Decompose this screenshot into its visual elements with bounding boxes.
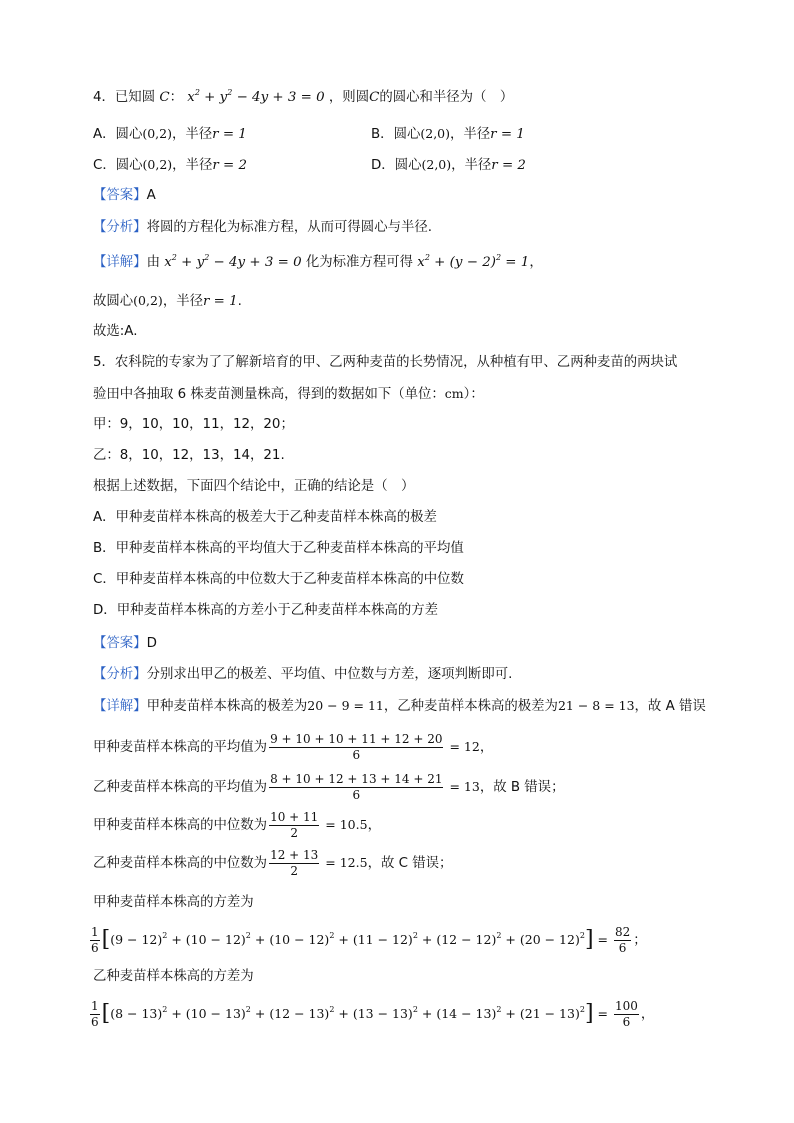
q4-option-c: [93, 155, 247, 176]
sq: 2: [245, 1005, 251, 1014]
q5-stem-text-b: 验田中各抽取 6 株麦苗测量株高，得到的数据如下（单位：: [93, 387, 445, 402]
eq-y: y: [219, 90, 228, 105]
median-result: = 12.5: [321, 855, 368, 870]
sq: 2: [496, 931, 502, 940]
eq-rest: = 1: [501, 255, 530, 270]
q5-option-d: [93, 601, 438, 621]
q4-option-b: [371, 124, 525, 145]
range-eq-yi: 21 − 8 = 13: [557, 698, 635, 713]
sq: 2: [496, 1005, 502, 1014]
mean-text: 乙种麦苗样本株高的平均值为: [93, 780, 268, 795]
opt-label: A．圆心: [93, 127, 143, 142]
frac-den: 6: [622, 1014, 631, 1029]
median-end: ，: [367, 818, 381, 833]
opt-radius: r = 1: [212, 127, 247, 142]
sq: 2: [495, 253, 502, 262]
q5-option-c: [93, 570, 464, 590]
close-bracket: ]: [584, 1001, 594, 1026]
sq: 2: [329, 931, 335, 940]
variance-term: (12 − 13): [269, 1006, 330, 1021]
mean-end: ，故 B 错误；: [479, 780, 565, 795]
data-yi-text: 乙：8，10，12，13，14，21.: [93, 448, 285, 463]
opt-mid: ，半径: [172, 158, 213, 173]
frac-num: 1: [91, 998, 99, 1013]
detail-text-b: 化为标准方程可得: [305, 255, 413, 270]
q5-detail-range: [93, 696, 706, 717]
variance-end: ，: [640, 1007, 655, 1022]
detail-tag: 【详解】: [93, 255, 147, 270]
one-sixth-fraction: [90, 925, 100, 956]
opt-center: (0,2): [142, 126, 172, 141]
answer-value: D: [146, 636, 157, 651]
mean-yi-fraction: [269, 772, 443, 803]
opt-mid: ，半径: [171, 127, 213, 142]
opt-center: (0,2): [142, 157, 173, 172]
opt-radius: r = 2: [491, 158, 526, 173]
q5-analysis: [93, 665, 512, 685]
frac-num: 12 + 13: [270, 847, 319, 862]
q4-choose: [93, 322, 137, 342]
eq-x: x: [164, 255, 172, 270]
q5-variance-yi-formula: [88, 996, 654, 1032]
q5-variance-jia-formula: [88, 922, 647, 958]
median-end: ，故 C 错误；: [367, 856, 453, 871]
variance-term: (12 − 12): [436, 932, 497, 947]
opt-label: D．圆心: [371, 158, 422, 173]
detail-end: ，: [529, 255, 543, 270]
variance-term: (21 − 13): [519, 1006, 580, 1021]
eq-x: x: [417, 255, 425, 270]
conclusion-radius: r = 1: [202, 294, 238, 309]
answer-tag: 【答案】: [93, 636, 147, 651]
sq: 2: [194, 88, 200, 97]
frac-den: 2: [290, 863, 299, 878]
opt-radius: r = 2: [212, 158, 247, 173]
opt-radius: r = 1: [490, 127, 525, 142]
analysis-text: 分别求出甲乙的极差、平均值、中位数与方差，逐项判断即可.: [146, 667, 513, 682]
q4-stem: [93, 88, 513, 108]
mean-result: = 13: [445, 779, 480, 794]
conclusion-center: (0,2): [133, 293, 163, 308]
opt-label: B．圆心: [371, 127, 421, 142]
conclusion-end: .: [237, 294, 242, 309]
q4-option-d: [371, 155, 526, 176]
mean-jia-fraction: [269, 732, 443, 763]
q5-variance-yi-label: [93, 967, 254, 987]
variance-yi-result: [614, 999, 639, 1030]
sq: 2: [579, 931, 585, 940]
eq-x: x: [187, 90, 195, 105]
variance-jia-result: [614, 925, 631, 956]
q4-stem-text: 4．已知圆: [93, 90, 156, 105]
option-text: D．甲种麦苗样本株高的方差小于乙种麦苗样本株高的方差: [93, 603, 439, 618]
frac-den: 6: [352, 787, 361, 802]
option-text: C．甲种麦苗样本株高的中位数大于乙种麦苗样本株高的中位数: [93, 572, 464, 587]
option-text: B．甲种麦苗样本株高的平均值大于乙种麦苗样本株高的平均值: [93, 541, 464, 556]
variance-text: 甲种麦苗样本株高的方差为: [93, 895, 254, 910]
q5-unit: cm: [444, 386, 464, 401]
median-jia-fraction: [269, 810, 319, 841]
q5-mean-jia: [93, 730, 493, 764]
variance-term: (13 − 13): [352, 1006, 413, 1021]
q5-stem-line1: [93, 353, 677, 373]
q4-colon: ：: [169, 90, 183, 105]
frac-den: 6: [91, 940, 99, 955]
q5-stem-line2: [93, 384, 484, 405]
variance-terms: $(8 - 13)^2 + (10 - 13)^2 + (12 - 13)^2 + (13 - 13)^2 + (14 - 13)^2 + (21 - 13)^2$: [110, 1005, 585, 1021]
sq: 2: [162, 931, 168, 940]
frac-den: 6: [618, 940, 627, 955]
sq: 2: [227, 88, 233, 97]
q5-mean-yi: [93, 770, 564, 804]
sq: 2: [171, 253, 177, 262]
conclusion-text: 故圆心: [93, 294, 134, 309]
q4-stem-text-c: 的圆心和半径为（ ）: [379, 90, 514, 105]
variance-term: (14 − 13): [436, 1006, 497, 1021]
mean-result: = 12: [445, 739, 480, 754]
variance-term: (11 − 12): [352, 932, 413, 947]
frac-num: 82: [614, 924, 631, 939]
eq-rest: − 4y + 3 = 0: [209, 255, 302, 270]
answer-tag: 【答案】: [93, 188, 147, 203]
q5-data-jia: [93, 415, 294, 435]
variance-term: (8 − 13): [110, 1006, 163, 1021]
q5-median-yi: [93, 846, 452, 880]
variance-term: (9 − 12): [110, 932, 163, 947]
q4-circle-name: C: [159, 90, 170, 105]
median-text: 甲种麦苗样本株高的中位数为: [93, 818, 268, 833]
q5-answer: [93, 634, 157, 654]
q5-variance-jia-label: [93, 893, 254, 913]
sq: 2: [204, 253, 210, 262]
q5-option-a: [93, 508, 437, 528]
q5-option-b: [93, 539, 464, 559]
frac-den: 6: [352, 747, 361, 762]
range-text: 甲种麦苗样本株高的极差为: [146, 699, 308, 714]
q4-stem-text-b: ，则圆: [328, 90, 370, 105]
equals: =: [593, 932, 612, 947]
variance-terms: $(9 - 12)^2 + (10 - 12)^2 + (10 - 12)^2 + (11 - 12)^2 + (12 - 12)^2 + (20 - 12)^2$: [110, 931, 585, 947]
frac-den: 6: [91, 1014, 99, 1029]
frac-num: 8 + 10 + 12 + 13 + 14 + 21: [270, 771, 443, 786]
sq: 2: [162, 1005, 168, 1014]
median-text: 乙种麦苗样本株高的中位数为: [93, 856, 268, 871]
sq: 2: [412, 1005, 418, 1014]
sq: 2: [412, 931, 418, 940]
frac-num: 100: [614, 998, 638, 1013]
q4-detail: [93, 253, 543, 273]
variance-end: ；: [633, 933, 647, 948]
q4-answer: [93, 186, 156, 206]
q4-circle-name-2: C: [369, 90, 380, 105]
opt-center: (2,0): [421, 157, 452, 172]
one-sixth-fraction: [90, 999, 100, 1030]
q5-data-yi: [93, 446, 285, 466]
range-eq-jia: 20 − 9 = 11: [307, 698, 384, 713]
opt-label: C．圆心: [93, 158, 143, 173]
q5-stem-text: 5．农科院的专家为了了解新培育的甲、乙两种麦苗的长势情况，从种植有甲、乙两种麦苗的两块试: [93, 355, 678, 370]
sq: 2: [245, 931, 251, 940]
detail-tag: 【详解】: [93, 699, 147, 714]
variance-term: (10 − 12): [269, 932, 330, 947]
option-text: A．甲种麦苗样本株高的极差大于乙种麦苗样本株高的极差: [93, 510, 437, 525]
analysis-text: 将圆的方程化为标准方程，从而可得圆心与半径.: [146, 220, 433, 235]
eq-rest: − 4y + 3 = 0: [232, 90, 325, 105]
variance-text: 乙种麦苗样本株高的方差为: [93, 969, 254, 984]
frac-num: 9 + 10 + 10 + 11 + 12 + 20: [270, 731, 443, 746]
q5-median-jia: [93, 808, 381, 842]
open-bracket: [: [101, 927, 111, 952]
mean-text: 甲种麦苗样本株高的平均值为: [93, 740, 268, 755]
q4-option-a: [93, 124, 247, 145]
sq: 2: [329, 1005, 335, 1014]
opt-mid: ，半径: [450, 127, 491, 142]
choose-text: 故选:A.: [93, 324, 138, 339]
answer-value: A: [146, 188, 156, 203]
variance-term: (20 − 12): [519, 932, 580, 947]
q4-equation: $x^2 + y^2 - 4y + 3 = 0$: [187, 88, 325, 105]
q5-stem-text-c: ）：: [463, 387, 484, 402]
opt-mid: ，半径: [451, 158, 492, 173]
eq-y: y: [454, 255, 463, 270]
eq-y: y: [196, 255, 205, 270]
variance-term: (10 − 13): [185, 1006, 246, 1021]
median-yi-fraction: [269, 848, 319, 879]
range-text-b: ，乙种麦苗样本株高的极差为: [383, 699, 558, 714]
sq: 2: [424, 253, 430, 262]
equals: =: [593, 1006, 612, 1021]
mean-end: ，: [479, 740, 494, 755]
frac-num: 1: [91, 924, 99, 939]
opt-center: (2,0): [420, 126, 450, 141]
question-text: 根据上述数据，下面四个结论中，正确的结论是（ ）: [93, 479, 415, 494]
detail-eq2: $x^2 + (y - 2)^2 = 1$: [417, 253, 530, 270]
q4-analysis: [93, 218, 432, 238]
q4-conclusion: [93, 291, 242, 312]
frac-den: 2: [290, 825, 299, 840]
range-end: ，故 A 错误: [634, 699, 706, 714]
data-jia-text: 甲：9，10，10，11，12，20；: [93, 417, 294, 432]
analysis-tag: 【分析】: [93, 667, 147, 682]
variance-term: (10 − 12): [185, 932, 246, 947]
q5-question: [93, 477, 414, 497]
open-bracket: [: [101, 1001, 111, 1026]
median-result: = 10.5: [321, 817, 368, 832]
close-bracket: ]: [584, 927, 594, 952]
sq: 2: [579, 1005, 585, 1014]
frac-num: 10 + 11: [270, 809, 319, 824]
analysis-tag: 【分析】: [93, 220, 147, 235]
detail-eq1: $x^2 + y^2 - 4y + 3 = 0$: [164, 253, 302, 270]
conclusion-mid: ，半径: [162, 294, 203, 309]
detail-text: 由: [146, 255, 160, 270]
